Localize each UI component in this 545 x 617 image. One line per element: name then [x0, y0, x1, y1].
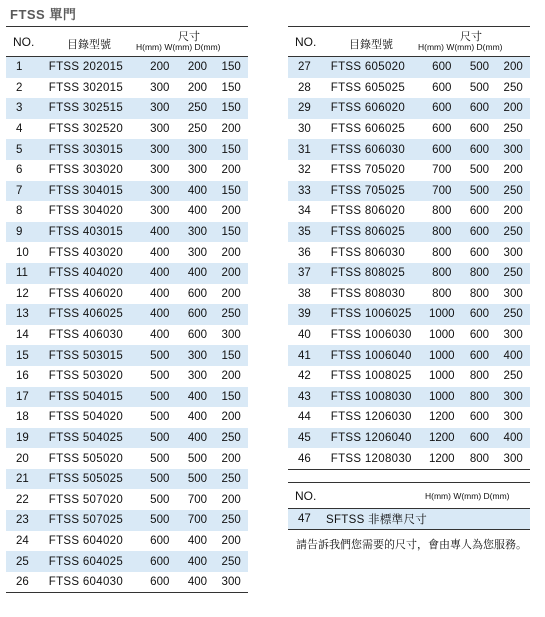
row-height: 600 — [150, 555, 170, 568]
row-width: 250 — [187, 102, 208, 115]
row-depth: 200 — [221, 370, 241, 383]
row-depth: 300 — [503, 287, 523, 300]
row-depth: 200 — [221, 164, 241, 177]
table-row — [288, 325, 530, 346]
table-row — [6, 551, 248, 572]
row-width: 400 — [187, 431, 208, 444]
row-model: FTSS 1208030 — [330, 452, 412, 465]
table-row — [288, 201, 530, 222]
row-depth: 250 — [221, 308, 241, 321]
row-height: 400 — [150, 267, 170, 280]
row-depth: 150 — [221, 226, 241, 239]
row-width: 600 — [187, 287, 208, 300]
row-no: 15 — [16, 349, 29, 362]
row-depth: 200 — [221, 205, 241, 218]
row-height: 700 — [432, 184, 452, 197]
row-width: 600 — [187, 308, 208, 321]
row-depth: 250 — [503, 226, 523, 239]
row-height: 300 — [150, 123, 170, 136]
row-height: 500 — [150, 411, 170, 424]
row-no: 19 — [16, 431, 29, 444]
header-no: NO. — [295, 35, 317, 49]
row-width: 600 — [469, 226, 490, 239]
row-height: 400 — [150, 226, 170, 239]
table-header — [6, 27, 248, 57]
row-model: FTSS 705025 — [330, 184, 406, 197]
table-header — [288, 27, 530, 57]
table-row — [288, 57, 530, 78]
row-depth: 250 — [221, 555, 241, 568]
row-model: FTSS 1206040 — [330, 431, 412, 444]
row-depth: 300 — [221, 576, 241, 589]
row-no: 27 — [298, 61, 311, 74]
table-row — [6, 366, 248, 387]
row-no: 7 — [16, 184, 23, 197]
header-dimensions: H(mm) W(mm) D(mm) — [425, 491, 510, 501]
row-no: 36 — [298, 246, 311, 259]
row-width: 400 — [187, 184, 208, 197]
row-model: FTSS 1006040 — [330, 349, 412, 362]
spec-table-right — [288, 26, 530, 470]
row-no: 17 — [16, 390, 29, 403]
row-no: 35 — [298, 226, 311, 239]
row-no: 24 — [16, 534, 29, 547]
row-no: 38 — [298, 287, 311, 300]
row-height: 600 — [432, 81, 452, 94]
row-height: 700 — [432, 164, 452, 177]
row-no: 4 — [16, 123, 23, 136]
row-model: FTSS 507020 — [48, 493, 124, 506]
row-depth: 150 — [221, 390, 241, 403]
row-width: 500 — [187, 452, 208, 465]
row-depth: 250 — [221, 431, 241, 444]
row-depth: 150 — [221, 61, 241, 74]
row-depth: 300 — [503, 452, 523, 465]
row-model: FTSS 606020 — [330, 102, 406, 115]
row-height: 500 — [150, 473, 170, 486]
row-width: 500 — [469, 81, 490, 94]
row-model: FTSS 1008025 — [330, 370, 412, 383]
row-depth: 250 — [503, 308, 523, 321]
table-header — [288, 483, 530, 509]
table-row — [6, 407, 248, 428]
row-no: 46 — [298, 452, 311, 465]
row-width: 200 — [187, 61, 208, 74]
table-row — [288, 304, 530, 325]
row-width: 500 — [187, 473, 208, 486]
table-row — [6, 448, 248, 469]
row-depth: 150 — [221, 349, 241, 362]
table-row — [288, 366, 530, 387]
row-width: 600 — [469, 205, 490, 218]
row-width: 400 — [187, 205, 208, 218]
row-no: 40 — [298, 329, 311, 342]
row-no: 25 — [16, 555, 29, 568]
row-height: 800 — [432, 205, 452, 218]
table-row — [288, 428, 530, 449]
row-width: 400 — [187, 390, 208, 403]
row-width: 400 — [187, 576, 208, 589]
row-model: FTSS 604020 — [48, 534, 124, 547]
row-depth: 250 — [221, 514, 241, 527]
row-height: 1200 — [428, 452, 455, 465]
row-model: FTSS 504025 — [48, 431, 124, 444]
table-row — [288, 345, 530, 366]
row-depth: 150 — [221, 102, 241, 115]
table-row — [288, 98, 530, 119]
row-no: 8 — [16, 205, 23, 218]
row-model: FTSS 504020 — [48, 411, 124, 424]
table-row — [288, 263, 530, 284]
row-depth: 200 — [221, 493, 241, 506]
table-body — [288, 57, 530, 470]
table-row — [6, 242, 248, 263]
row-no: 34 — [298, 205, 311, 218]
page-title: FTSS 單門 — [10, 7, 77, 22]
table-body — [6, 57, 248, 593]
table-row — [6, 325, 248, 346]
row-no: 44 — [298, 411, 311, 424]
row-model: FTSS 503020 — [48, 370, 124, 383]
row-no: 23 — [16, 514, 29, 527]
row-height: 1200 — [428, 411, 455, 424]
table-row — [6, 572, 248, 594]
custom-size-table — [288, 482, 530, 530]
row-model: FTSS 302015 — [48, 81, 124, 94]
row-no: 37 — [298, 267, 311, 280]
row-depth: 300 — [503, 329, 523, 342]
table-row — [6, 263, 248, 284]
row-no: 26 — [16, 576, 29, 589]
header-dimensions: H(mm) W(mm) D(mm) — [136, 42, 221, 52]
row-width: 250 — [187, 123, 208, 136]
table-row — [6, 181, 248, 202]
row-height: 1000 — [428, 370, 455, 383]
row-no: 14 — [16, 329, 29, 342]
row-height: 1000 — [428, 390, 455, 403]
row-depth: 300 — [503, 143, 523, 156]
row-depth: 250 — [503, 267, 523, 280]
row-depth: 200 — [221, 267, 241, 280]
row-model: FTSS 705020 — [330, 164, 406, 177]
row-model: FTSS 1006030 — [330, 329, 412, 342]
row-depth: 400 — [503, 349, 523, 362]
row-depth: 150 — [221, 143, 241, 156]
row-no: 12 — [16, 287, 29, 300]
row-height: 600 — [150, 576, 170, 589]
table-row — [6, 119, 248, 140]
row-width: 600 — [469, 349, 490, 362]
header-model: 目錄型號 — [349, 39, 393, 51]
row-width: 600 — [469, 246, 490, 259]
row-height: 500 — [150, 493, 170, 506]
table-row — [6, 284, 248, 305]
table-row — [6, 57, 248, 78]
row-width: 600 — [469, 308, 490, 321]
table-row — [288, 181, 530, 202]
row-depth: 200 — [221, 123, 241, 136]
header-size: 尺寸 — [460, 31, 482, 43]
row-height: 400 — [150, 287, 170, 300]
row-depth: 300 — [503, 246, 523, 259]
row-depth: 200 — [221, 287, 241, 300]
row-model: FTSS 404020 — [48, 267, 124, 280]
row-height: 1000 — [428, 329, 455, 342]
row-model: FTSS 406030 — [48, 329, 124, 342]
row-model: FTSS 606030 — [330, 143, 406, 156]
table-row — [6, 98, 248, 119]
row-no: 39 — [298, 308, 311, 321]
row-width: 300 — [187, 370, 208, 383]
row-model: FTSS 403020 — [48, 246, 124, 259]
row-model: FTSS 605020 — [330, 61, 406, 74]
row-depth: 300 — [221, 329, 241, 342]
table-row — [288, 509, 530, 530]
table-row — [288, 139, 530, 160]
row-model: FTSS 605025 — [330, 81, 406, 94]
row-height: 400 — [150, 329, 170, 342]
row-height: 300 — [150, 81, 170, 94]
row-no: 42 — [298, 370, 311, 383]
row-height: 800 — [432, 287, 452, 300]
header-no: NO. — [295, 489, 317, 503]
table-row — [288, 448, 530, 470]
row-width: 700 — [187, 493, 208, 506]
row-width: 300 — [187, 143, 208, 156]
row-width: 400 — [187, 534, 208, 547]
header-dimensions: H(mm) W(mm) D(mm) — [418, 42, 503, 52]
row-model: FTSS 507025 — [48, 514, 124, 527]
table-row — [6, 531, 248, 552]
row-depth: 250 — [503, 81, 523, 94]
row-no: 1 — [16, 61, 23, 74]
row-no: 41 — [298, 349, 311, 362]
row-depth: 400 — [503, 431, 523, 444]
table-row — [6, 160, 248, 181]
row-width: 600 — [469, 123, 490, 136]
header-no: NO. — [13, 35, 35, 49]
row-no: 6 — [16, 164, 23, 177]
row-width: 800 — [469, 267, 490, 280]
row-model: FTSS 304020 — [48, 205, 124, 218]
row-depth: 250 — [503, 123, 523, 136]
row-no: 29 — [298, 102, 311, 115]
table-row — [6, 201, 248, 222]
row-no: 13 — [16, 308, 29, 321]
row-model: FTSS 808030 — [330, 287, 406, 300]
row-height: 500 — [150, 514, 170, 527]
row-no: 16 — [16, 370, 29, 383]
row-model: FTSS 505025 — [48, 473, 124, 486]
row-no: 30 — [298, 123, 311, 136]
row-width: 300 — [187, 226, 208, 239]
table-row — [6, 489, 248, 510]
row-model: FTSS 806020 — [330, 205, 406, 218]
table-row — [288, 119, 530, 140]
row-model: FTSS 303020 — [48, 164, 124, 177]
row-no: 10 — [16, 246, 29, 259]
table-row — [6, 304, 248, 325]
contact-note: 請告訴我們您需要的尺寸，會由專人為您服務。 — [296, 539, 527, 551]
row-no: 11 — [16, 267, 28, 280]
row-model: FTSS 302515 — [48, 102, 124, 115]
table-row — [288, 407, 530, 428]
table-row — [288, 222, 530, 243]
row-no: 45 — [298, 431, 311, 444]
row-model: FTSS 503015 — [48, 349, 124, 362]
row-model: FTSS 606025 — [330, 123, 406, 136]
row-depth: 250 — [503, 370, 523, 383]
row-height: 400 — [150, 308, 170, 321]
row-depth: 150 — [221, 184, 241, 197]
row-depth: 200 — [503, 205, 523, 218]
row-height: 500 — [150, 390, 170, 403]
row-height: 600 — [432, 102, 452, 115]
row-height: 200 — [150, 61, 170, 74]
row-depth: 200 — [221, 452, 241, 465]
row-height: 300 — [150, 102, 170, 115]
table-row — [6, 469, 248, 490]
row-height: 400 — [150, 246, 170, 259]
table-row — [6, 345, 248, 366]
table-row — [6, 510, 248, 531]
row-no: 22 — [16, 493, 29, 506]
row-no: 31 — [298, 143, 311, 156]
row-depth: 200 — [503, 164, 523, 177]
row-height: 500 — [150, 349, 170, 362]
table-row — [288, 242, 530, 263]
row-depth: 200 — [221, 246, 241, 259]
row-width: 400 — [187, 411, 208, 424]
row-model: FTSS 303015 — [48, 143, 124, 156]
row-height: 600 — [432, 61, 452, 74]
row-width: 800 — [469, 390, 490, 403]
row-depth: 200 — [221, 534, 241, 547]
row-width: 600 — [469, 329, 490, 342]
row-width: 200 — [187, 81, 208, 94]
row-no: 33 — [298, 184, 311, 197]
table-row — [288, 160, 530, 181]
row-height: 1000 — [428, 308, 455, 321]
table-row — [6, 222, 248, 243]
row-no: 47 — [298, 513, 311, 525]
row-no: 3 — [16, 102, 23, 115]
table-row — [6, 387, 248, 408]
row-width: 600 — [469, 431, 490, 444]
row-width: 300 — [187, 246, 208, 259]
table-row — [288, 78, 530, 99]
row-depth: 250 — [221, 473, 241, 486]
row-width: 500 — [469, 164, 490, 177]
spec-table-left — [6, 26, 248, 593]
row-model: FTSS 808025 — [330, 267, 406, 280]
row-width: 500 — [469, 61, 490, 74]
row-no: 32 — [298, 164, 311, 177]
row-height: 600 — [150, 534, 170, 547]
row-depth: 200 — [503, 61, 523, 74]
row-no: 18 — [16, 411, 29, 424]
row-height: 500 — [150, 370, 170, 383]
row-model: FTSS 1008030 — [330, 390, 412, 403]
table-row — [6, 428, 248, 449]
row-width: 600 — [187, 329, 208, 342]
row-no: 20 — [16, 452, 29, 465]
row-width: 600 — [469, 102, 490, 115]
row-depth: 150 — [221, 81, 241, 94]
row-depth: 200 — [503, 102, 523, 115]
row-width: 300 — [187, 164, 208, 177]
row-no: 9 — [16, 226, 23, 239]
row-height: 800 — [432, 267, 452, 280]
row-no: 43 — [298, 390, 311, 403]
row-height: 800 — [432, 246, 452, 259]
row-model: FTSS 505020 — [48, 452, 124, 465]
row-no: 2 — [16, 81, 23, 94]
row-model: FTSS 1206030 — [330, 411, 412, 424]
row-depth: 300 — [503, 390, 523, 403]
row-depth: 200 — [221, 411, 241, 424]
row-no: 5 — [16, 143, 23, 156]
row-model: FTSS 604025 — [48, 555, 124, 568]
row-model: FTSS 1006025 — [330, 308, 412, 321]
row-no: 21 — [16, 473, 29, 486]
row-no: 28 — [298, 81, 311, 94]
row-model: FTSS 304015 — [48, 184, 124, 197]
row-height: 800 — [432, 226, 452, 239]
row-model: FTSS 504015 — [48, 390, 124, 403]
row-depth: 300 — [503, 411, 523, 424]
row-width: 700 — [187, 514, 208, 527]
table-row — [288, 284, 530, 305]
row-width: 400 — [187, 555, 208, 568]
header-size: 尺寸 — [178, 31, 200, 43]
table-row — [288, 387, 530, 408]
row-height: 500 — [150, 431, 170, 444]
row-width: 800 — [469, 287, 490, 300]
row-model: FTSS 406025 — [48, 308, 124, 321]
table-row — [6, 78, 248, 99]
row-height: 1200 — [428, 431, 455, 444]
row-model: FTSS 202015 — [48, 61, 124, 74]
row-height: 300 — [150, 184, 170, 197]
row-model: FTSS 302520 — [48, 123, 124, 136]
table-row — [6, 139, 248, 160]
row-width: 800 — [469, 452, 490, 465]
row-model: FTSS 604030 — [48, 576, 124, 589]
row-height: 1000 — [428, 349, 455, 362]
row-width: 600 — [469, 411, 490, 424]
row-depth: 250 — [503, 184, 523, 197]
row-height: 300 — [150, 205, 170, 218]
row-model: FTSS 806030 — [330, 246, 406, 259]
header-model: 目錄型號 — [67, 39, 111, 51]
row-height: 300 — [150, 164, 170, 177]
row-width: 500 — [469, 184, 490, 197]
row-model: FTSS 406020 — [48, 287, 124, 300]
row-height: 600 — [432, 123, 452, 136]
row-width: 300 — [187, 349, 208, 362]
row-height: 500 — [150, 452, 170, 465]
row-height: 300 — [150, 143, 170, 156]
row-model: SFTSS 非標準尺寸 — [326, 514, 428, 526]
row-model: FTSS 403015 — [48, 226, 124, 239]
row-width: 400 — [187, 267, 208, 280]
row-height: 600 — [432, 143, 452, 156]
row-width: 800 — [469, 370, 490, 383]
row-width: 600 — [469, 143, 490, 156]
row-model: FTSS 806025 — [330, 226, 406, 239]
